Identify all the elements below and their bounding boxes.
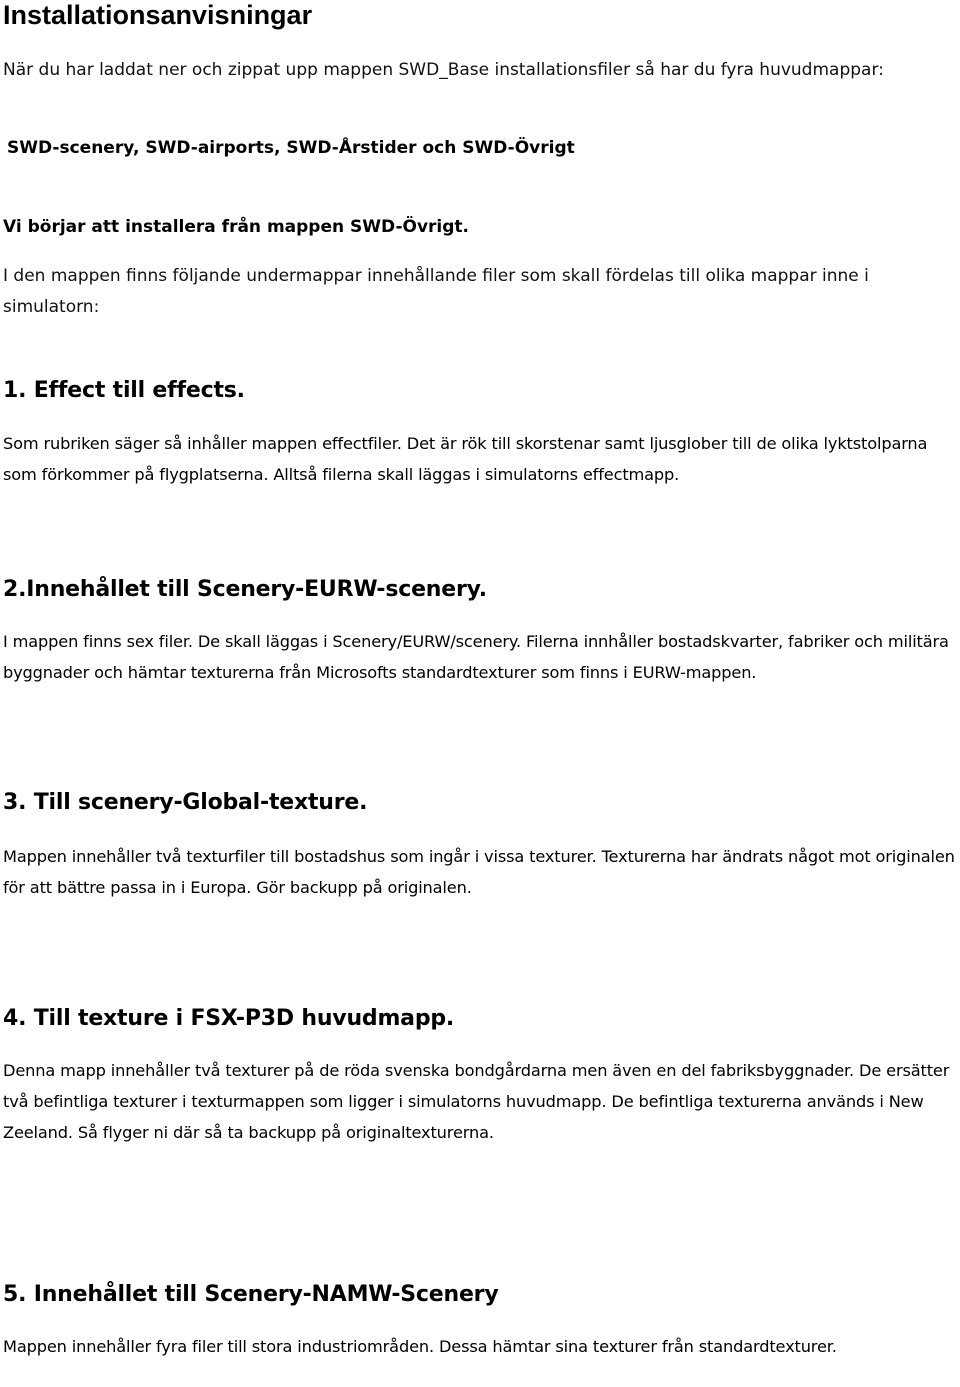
start-line: Vi börjar att installera från mappen SWD-Övrigt. xyxy=(3,217,470,237)
folders-line: SWD-scenery, SWD-airports, SWD-Årstider och SWD-Övrigt xyxy=(7,138,575,158)
section-4-heading: 4. Till texture i FSX-P3D huvudmapp. xyxy=(3,1006,455,1031)
section-3-heading: 3. Till scenery-Global-texture. xyxy=(3,790,368,815)
section-4-text: Denna mapp innehåller två texturer på de röda svenska bondgårdarna men även en del fabriksbyggnader. De ersätter två befintliga texturer i texturmappen som ligger i simulatorns huvudmapp. De befintliga texturerna används i New Zeeland. Så flyger ni där så ta backupp på originaltexturerna. xyxy=(3,1061,950,1142)
intro-paragraph: När du har laddat ner och zippat upp mappen SWD_Base installationsfiler så har du fyra huvudmappar: xyxy=(3,60,884,80)
section-5-heading: 5. Innehållet till Scenery-NAMW-Scenery xyxy=(3,1282,499,1307)
section-1-text: Som rubriken säger så inhåller mappen effectfiler. Det är rök till skorstenar samt ljusglober till de olika lyktstolparna som förkommer på flygplatserna. Alltså filerna skall läggas i simulatorns effectmapp. xyxy=(3,434,928,484)
section-1-heading: 1. Effect till effects. xyxy=(3,378,245,403)
section-3-text: Mappen innehåller två texturfiler till bostadshus som ingår i vissa texturer. Texturerna har ändrats något mot originalen för att bättre passa in i Europa. Gör backupp på originalen. xyxy=(3,847,955,897)
subfolders-intro: I den mappen finns följande undermappar innehållande filer som skall fördelas till olika mappar inne i simulatorn: xyxy=(3,266,869,317)
section-2-heading: 2.Innehållet till Scenery-EURW-scenery. xyxy=(3,577,487,602)
section-5-text: Mappen innehåller fyra filer till stora industriområden. Dessa hämtar sina texturer från standardtexturer. xyxy=(3,1337,837,1356)
page-title: Installationsanvisningar xyxy=(3,0,313,30)
section-2-text: I mappen finns sex filer. De skall läggas i Scenery/EURW/scenery. Filerna innhåller bostadskvarter, fabriker och militära byggnader och hämtar texturerna från Microsofts standardtexturer som finns i EURW-mappen. xyxy=(3,632,949,682)
